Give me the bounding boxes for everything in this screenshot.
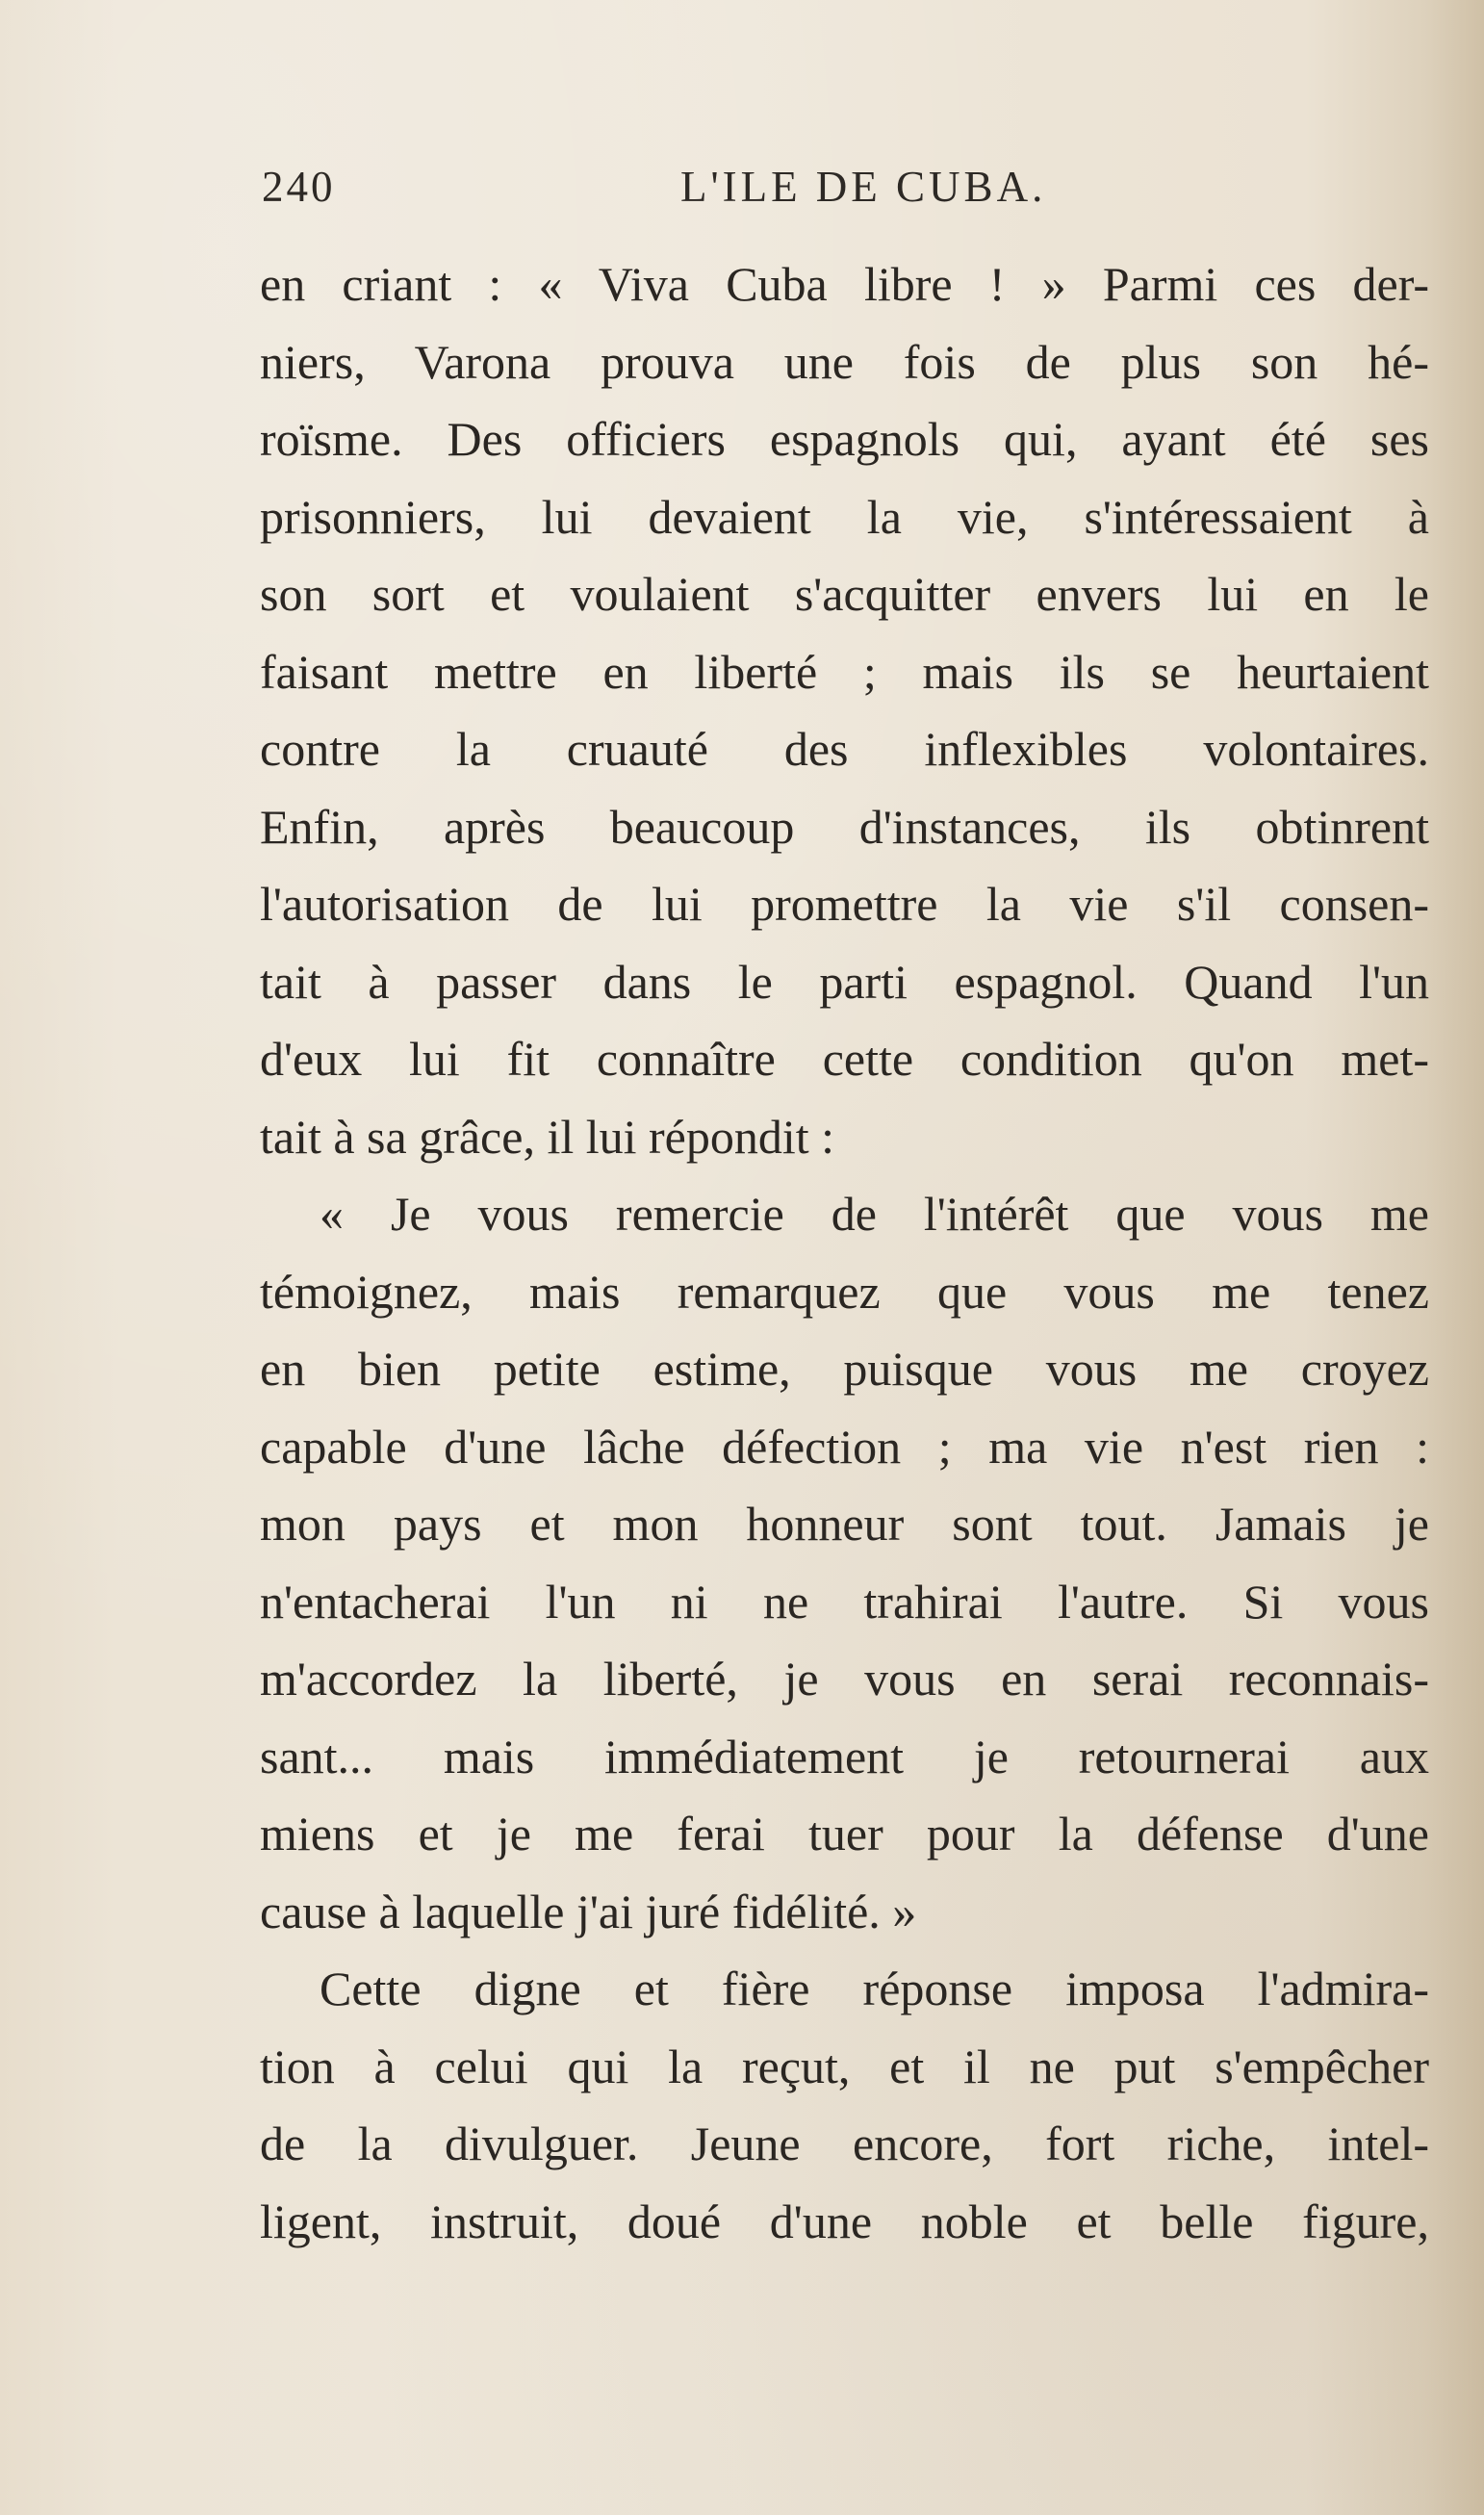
text-line: cause à laquelle j'ai juré fidélité. » [260,1884,917,1938]
text-line: tait à passer dans le parti espagnol. Quand l'un [260,954,1429,1009]
text-line: Cette digne et fière réponse imposa l'admira- [320,1962,1429,2015]
page-header [262,162,1051,229]
text-line: ligent, instruit, doué d'une noble et belle figure, [260,2194,1429,2248]
text-line: faisant mettre en liberté ; mais ils se heurtaient [260,644,1429,699]
text-line: témoignez, mais remarquez que vous me tenez [260,1264,1429,1319]
text-line: « Je vous remercie de l'intérêt que vous me [320,1187,1429,1241]
running-title: L'ILE DE CUBA. [680,163,1047,211]
text-line: d'eux lui fit connaître cette condition qu'on met- [260,1032,1429,1086]
text-line: en bien petite estime, puisque vous me croyez [260,1342,1429,1396]
text-line: en criant : « Viva Cuba libre ! » Parmi ces der- [260,257,1429,311]
text-line: miens et je me ferai tuer pour la défense d'une [260,1807,1429,1861]
text-line: son sort et voulaient s'acquitter envers lui en le [260,567,1429,621]
text-line: de la divulguer. Jeune encore, fort riche, intel- [260,2117,1429,2170]
text-line: m'accordez la liberté, je vous en serai reconnais- [260,1652,1429,1706]
text-line: capable d'une lâche défection ; ma vie n'est rien : [260,1419,1429,1474]
body-text [260,245,1434,2260]
text-line: Enfin, après beaucoup d'instances, ils obtinrent [260,799,1429,854]
text-line: n'entacherai l'un ni ne trahirai l'autre. Si vous [260,1574,1429,1629]
text-line: sant... mais immédiatement je retournerai aux [260,1729,1429,1784]
text-line: roïsme. Des officiers espagnols qui, ayant été ses [260,412,1429,466]
text-line: tait à sa grâce, il lui répondit : [260,1109,835,1164]
text-line: contre la cruauté des inflexibles volontaires. [260,722,1429,776]
page-number: 240 [262,163,336,211]
text-line: tion à celui qui la reçut, et il ne put s'empêcher [260,2039,1429,2093]
text-line: mon pays et mon honneur sont tout. Jamais je [260,1497,1429,1551]
text-line: prisonniers, lui devaient la vie, s'intéressaient à [260,489,1429,544]
text-line: niers, Varona prouva une fois de plus son hé- [260,334,1429,389]
text-line: l'autorisation de lui promettre la vie s'il consen- [260,877,1429,931]
